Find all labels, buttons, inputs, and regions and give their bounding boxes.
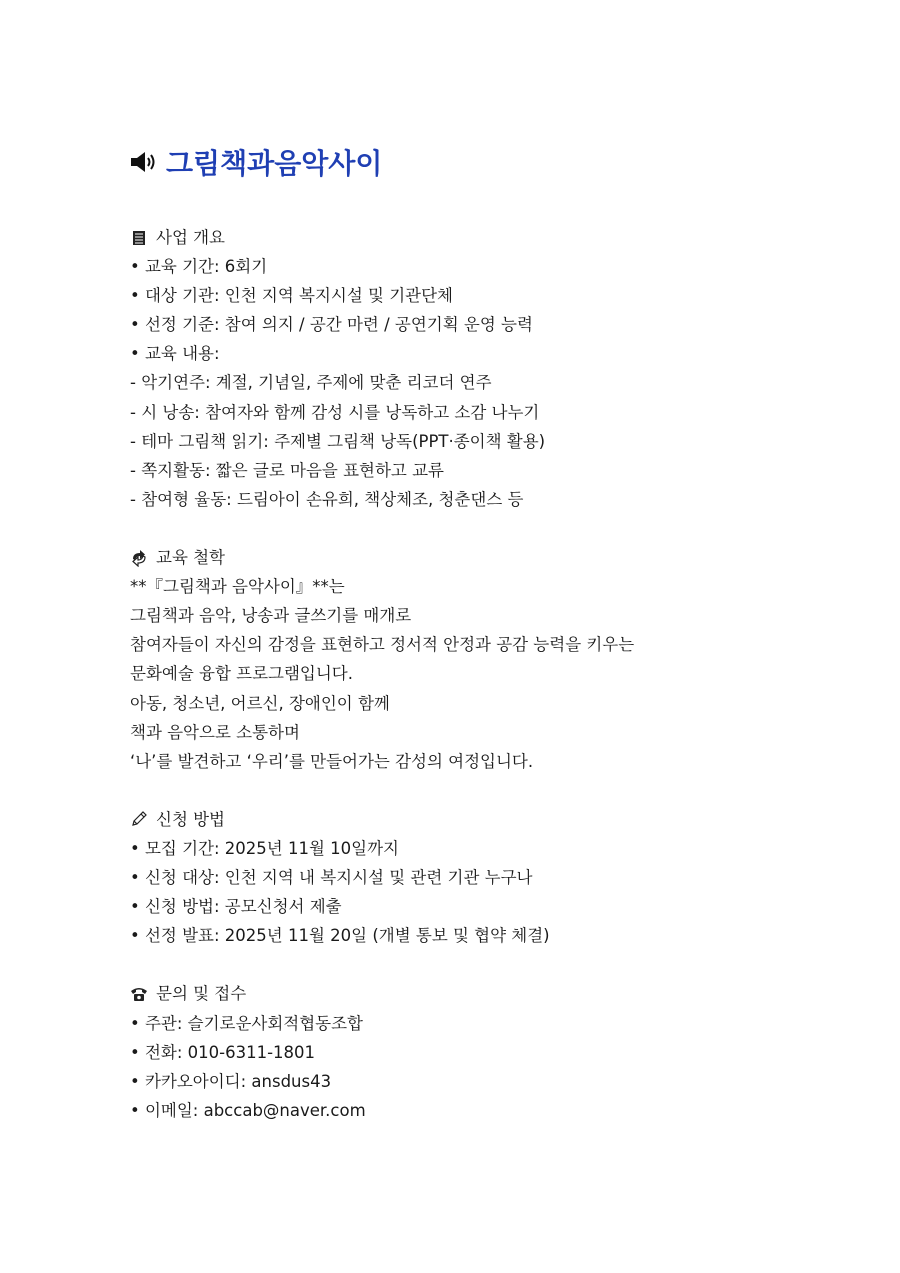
list-item: • 신청 방법: 공모신청서 제출 xyxy=(130,897,342,917)
paragraph-line: 문화예술 융합 프로그램입니다. xyxy=(130,664,353,684)
list-item: • 전화: 010-6311-1801 xyxy=(130,1042,316,1062)
telephone-icon xyxy=(130,985,148,1003)
list-item: • 주관: 슬기로운사회적협동조합 xyxy=(130,1013,363,1033)
section-heading-text: 사업 개요 xyxy=(156,228,226,247)
list-item: - 시 낭송: 참여자와 함께 감성 시를 낭독하고 소감 나누기 xyxy=(130,402,540,422)
section-heading-text: 문의 및 접수 xyxy=(156,984,247,1004)
paragraph-line: 아동, 청소년, 어르신, 장애인이 함께 xyxy=(130,693,390,713)
paragraph-line: ‘나’를 발견하고 ‘우리’를 만들어가는 감성의 여정입니다. xyxy=(130,751,534,771)
section-heading-contact xyxy=(130,979,810,1008)
list-item: • 신청 대상: 인천 지역 내 복지시설 및 관련 기관 누구나 xyxy=(130,868,533,888)
list-item: • 선정 발표: 2025년 11월 20일 (개별 통보 및 협약 체결) xyxy=(130,926,550,946)
notebook-icon xyxy=(130,229,148,247)
list-item: - 참여형 율동: 드림아이 손유희, 책상체조, 청춘댄스 등 xyxy=(130,489,524,509)
list-item: - 쪽지활동: 짧은 글로 마음을 표현하고 교류 xyxy=(130,460,444,480)
document-body xyxy=(130,223,810,1125)
paragraph-line: 그림책과 음악, 낭송과 글쓰기를 매개로 xyxy=(130,606,412,626)
list-item: • 이메일: abccab@naver.com xyxy=(130,1100,366,1120)
paragraph-line: 참여자들이 자신의 감정을 표현하고 정서적 안정과 공감 능력을 키우는 xyxy=(130,635,635,655)
page-title xyxy=(130,142,382,182)
paragraph-line: **『그림책과 음악사이』**는 xyxy=(130,577,345,597)
spacer xyxy=(130,776,810,805)
list-item: - 악기연주: 계절, 기념일, 주제에 맞춘 리코더 연주 xyxy=(130,373,492,393)
paragraph-line: 책과 음악으로 소통하며 xyxy=(130,722,300,742)
speaker-icon xyxy=(130,151,156,173)
list-item: • 대상 기관: 인천 지역 복지시설 및 기관단체 xyxy=(130,286,453,306)
list-item: • 교육 기간: 6회기 xyxy=(130,257,268,277)
list-item: • 모집 기간: 2025년 11월 10일까지 xyxy=(130,838,399,858)
spacer xyxy=(130,950,810,979)
list-item: • 교육 내용: xyxy=(130,344,220,364)
section-heading-apply xyxy=(130,805,810,834)
list-item: • 선정 기준: 참여 의지 / 공간 마련 / 공연기획 운영 능력 xyxy=(130,315,533,335)
section-heading-text: 신청 방법 xyxy=(156,809,226,829)
section-heading-text: 교육 철학 xyxy=(156,548,226,568)
list-item: - 테마 그림책 읽기: 주제별 그림책 낭독(PPT·종이책 활용) xyxy=(130,431,546,451)
list-item: • 카카오아이디: ansdus43 xyxy=(130,1071,332,1091)
section-heading-philosophy xyxy=(130,543,810,572)
pencil-icon xyxy=(130,810,148,828)
title-text: 그림책과음악사이 xyxy=(166,147,383,180)
spacer xyxy=(130,514,810,543)
recycle-arrows-icon xyxy=(130,549,148,567)
section-heading-overview xyxy=(130,223,810,252)
